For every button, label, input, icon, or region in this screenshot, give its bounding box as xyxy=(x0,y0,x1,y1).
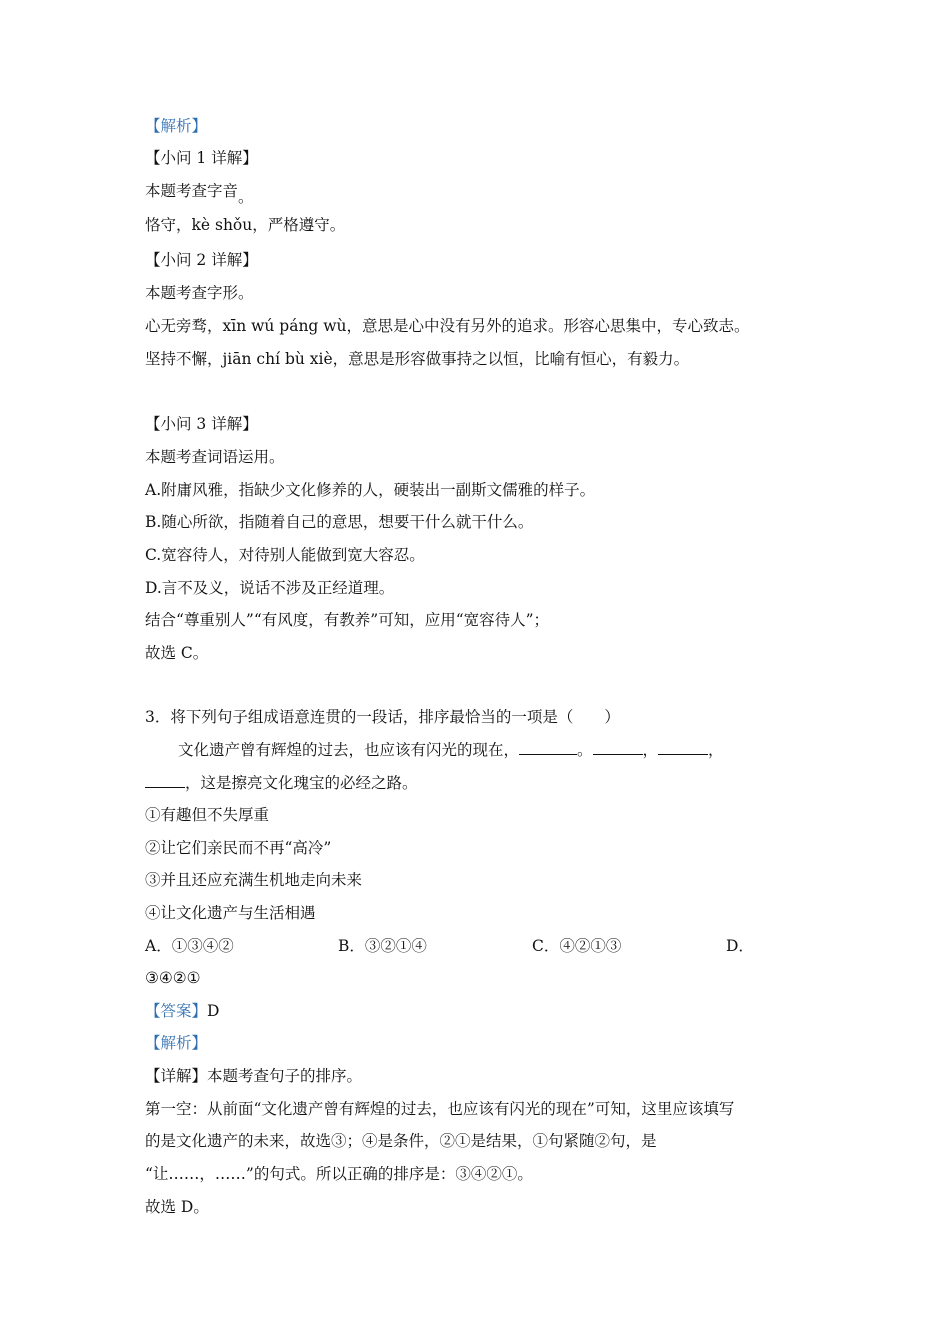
sentence-2: ②让它们亲民而不再“高冷” xyxy=(145,839,332,857)
blank-4 xyxy=(145,773,185,788)
subquestion-1-heading: 【小问 1 详解】 xyxy=(145,149,258,167)
choice-c: C．④②①③ xyxy=(532,937,622,955)
passage-text: ，这是擦亮文化瑰宝的必经之路。 xyxy=(185,774,418,792)
subquestion-3-option-b: B.随心所欲，指随着自己的意思，想要干什么就干什么。 xyxy=(145,513,534,531)
sentence-3: ③并且还应充满生机地走向未来 xyxy=(145,871,363,889)
passage-text: 文化遗产曾有辉煌的过去，也应该有闪光的现在， xyxy=(178,741,520,759)
separator: ， xyxy=(708,741,724,759)
subquestion-2-word-2: 坚持不懈，jiān chí bù xiè，意思是形容做事持之以恒，比喻有恒心，有毅力。 xyxy=(145,350,690,368)
subquestion-3-option-c: C.宽容待人，对待别人能做到宽大容忍。 xyxy=(145,546,425,564)
subquestion-3-heading: 【小问 3 详解】 xyxy=(145,415,258,433)
subquestion-3-option-a: A.附庸风雅，指缺少文化修养的人，硬装出一副斯文儒雅的样子。 xyxy=(145,481,596,499)
answer-line xyxy=(145,1001,219,1021)
question-3-analysis-label: 【解析】 xyxy=(145,1034,208,1052)
subquestion-2-topic: 本题考查字形。 xyxy=(145,284,254,302)
subquestion-3-reasoning: 结合“尊重别人”“有风度，有教养”可知，应用“宽容待人”； xyxy=(145,611,550,629)
blank-1 xyxy=(519,740,577,755)
detail-text: 本题考查句子的排序。 xyxy=(207,1067,363,1085)
subquestion-3-option-d: D.言不及义，说话不涉及正经道理。 xyxy=(145,579,395,597)
answer-value: D xyxy=(207,1002,220,1020)
blank-2 xyxy=(593,740,643,755)
choice-b: B．③②①④ xyxy=(338,937,427,955)
question-3-passage-line-1 xyxy=(178,740,724,760)
subquestion-3-choice: 故选 C。 xyxy=(145,644,209,662)
subquestion-3-topic: 本题考查词语运用。 xyxy=(145,448,285,466)
detail-line xyxy=(145,1066,362,1086)
explanation-line-1: 第一空：从前面“文化遗产曾有辉煌的过去，也应该有闪光的现在”可知，这里应该填写 xyxy=(145,1100,735,1118)
separator: ， xyxy=(642,741,659,759)
analysis-label: 【解析】 xyxy=(145,117,208,135)
sentence-1: ①有趣但不失厚重 xyxy=(145,806,270,824)
subquestion-1-explanation: 恪守，kè shǒu，严格遵守。 xyxy=(145,216,346,234)
choice-d: D． xyxy=(726,937,754,955)
sentence-4: ④让文化遗产与生活相遇 xyxy=(145,904,316,922)
subquestion-2-word-1: 心无旁骛，xīn wú páng wù，意思是心中没有另外的追求。形容心思集中，专心致志。 xyxy=(145,317,750,335)
subquestion-1-topic xyxy=(145,181,254,206)
question-3-passage-line-2 xyxy=(145,773,418,793)
choice-a: A．①③④② xyxy=(145,937,234,955)
separator: 。 xyxy=(577,741,593,759)
question-3-choice: 故选 D。 xyxy=(145,1198,209,1216)
explanation-line-2: 的是文化遗产的未来，故选③；④是条件，②①是结果，①句紧随②句，是 xyxy=(145,1132,657,1150)
detail-label: 【详解】 xyxy=(145,1067,208,1085)
answer-label: 【答案】 xyxy=(145,1002,208,1020)
topic-text: 本题考查字音 xyxy=(145,182,239,200)
question-3-stem: 3．将下列句子组成语意连贯的一段话，排序最恰当的一项是（ ） xyxy=(145,708,620,726)
explanation-line-3: “让……，……”的句式。所以正确的排序是：③④②①。 xyxy=(145,1165,533,1183)
subquestion-2-heading: 【小问 2 详解】 xyxy=(145,251,258,269)
blank-3 xyxy=(658,740,708,755)
topic-period: 。 xyxy=(238,188,254,206)
choice-d-value: ③④②① xyxy=(145,969,201,987)
